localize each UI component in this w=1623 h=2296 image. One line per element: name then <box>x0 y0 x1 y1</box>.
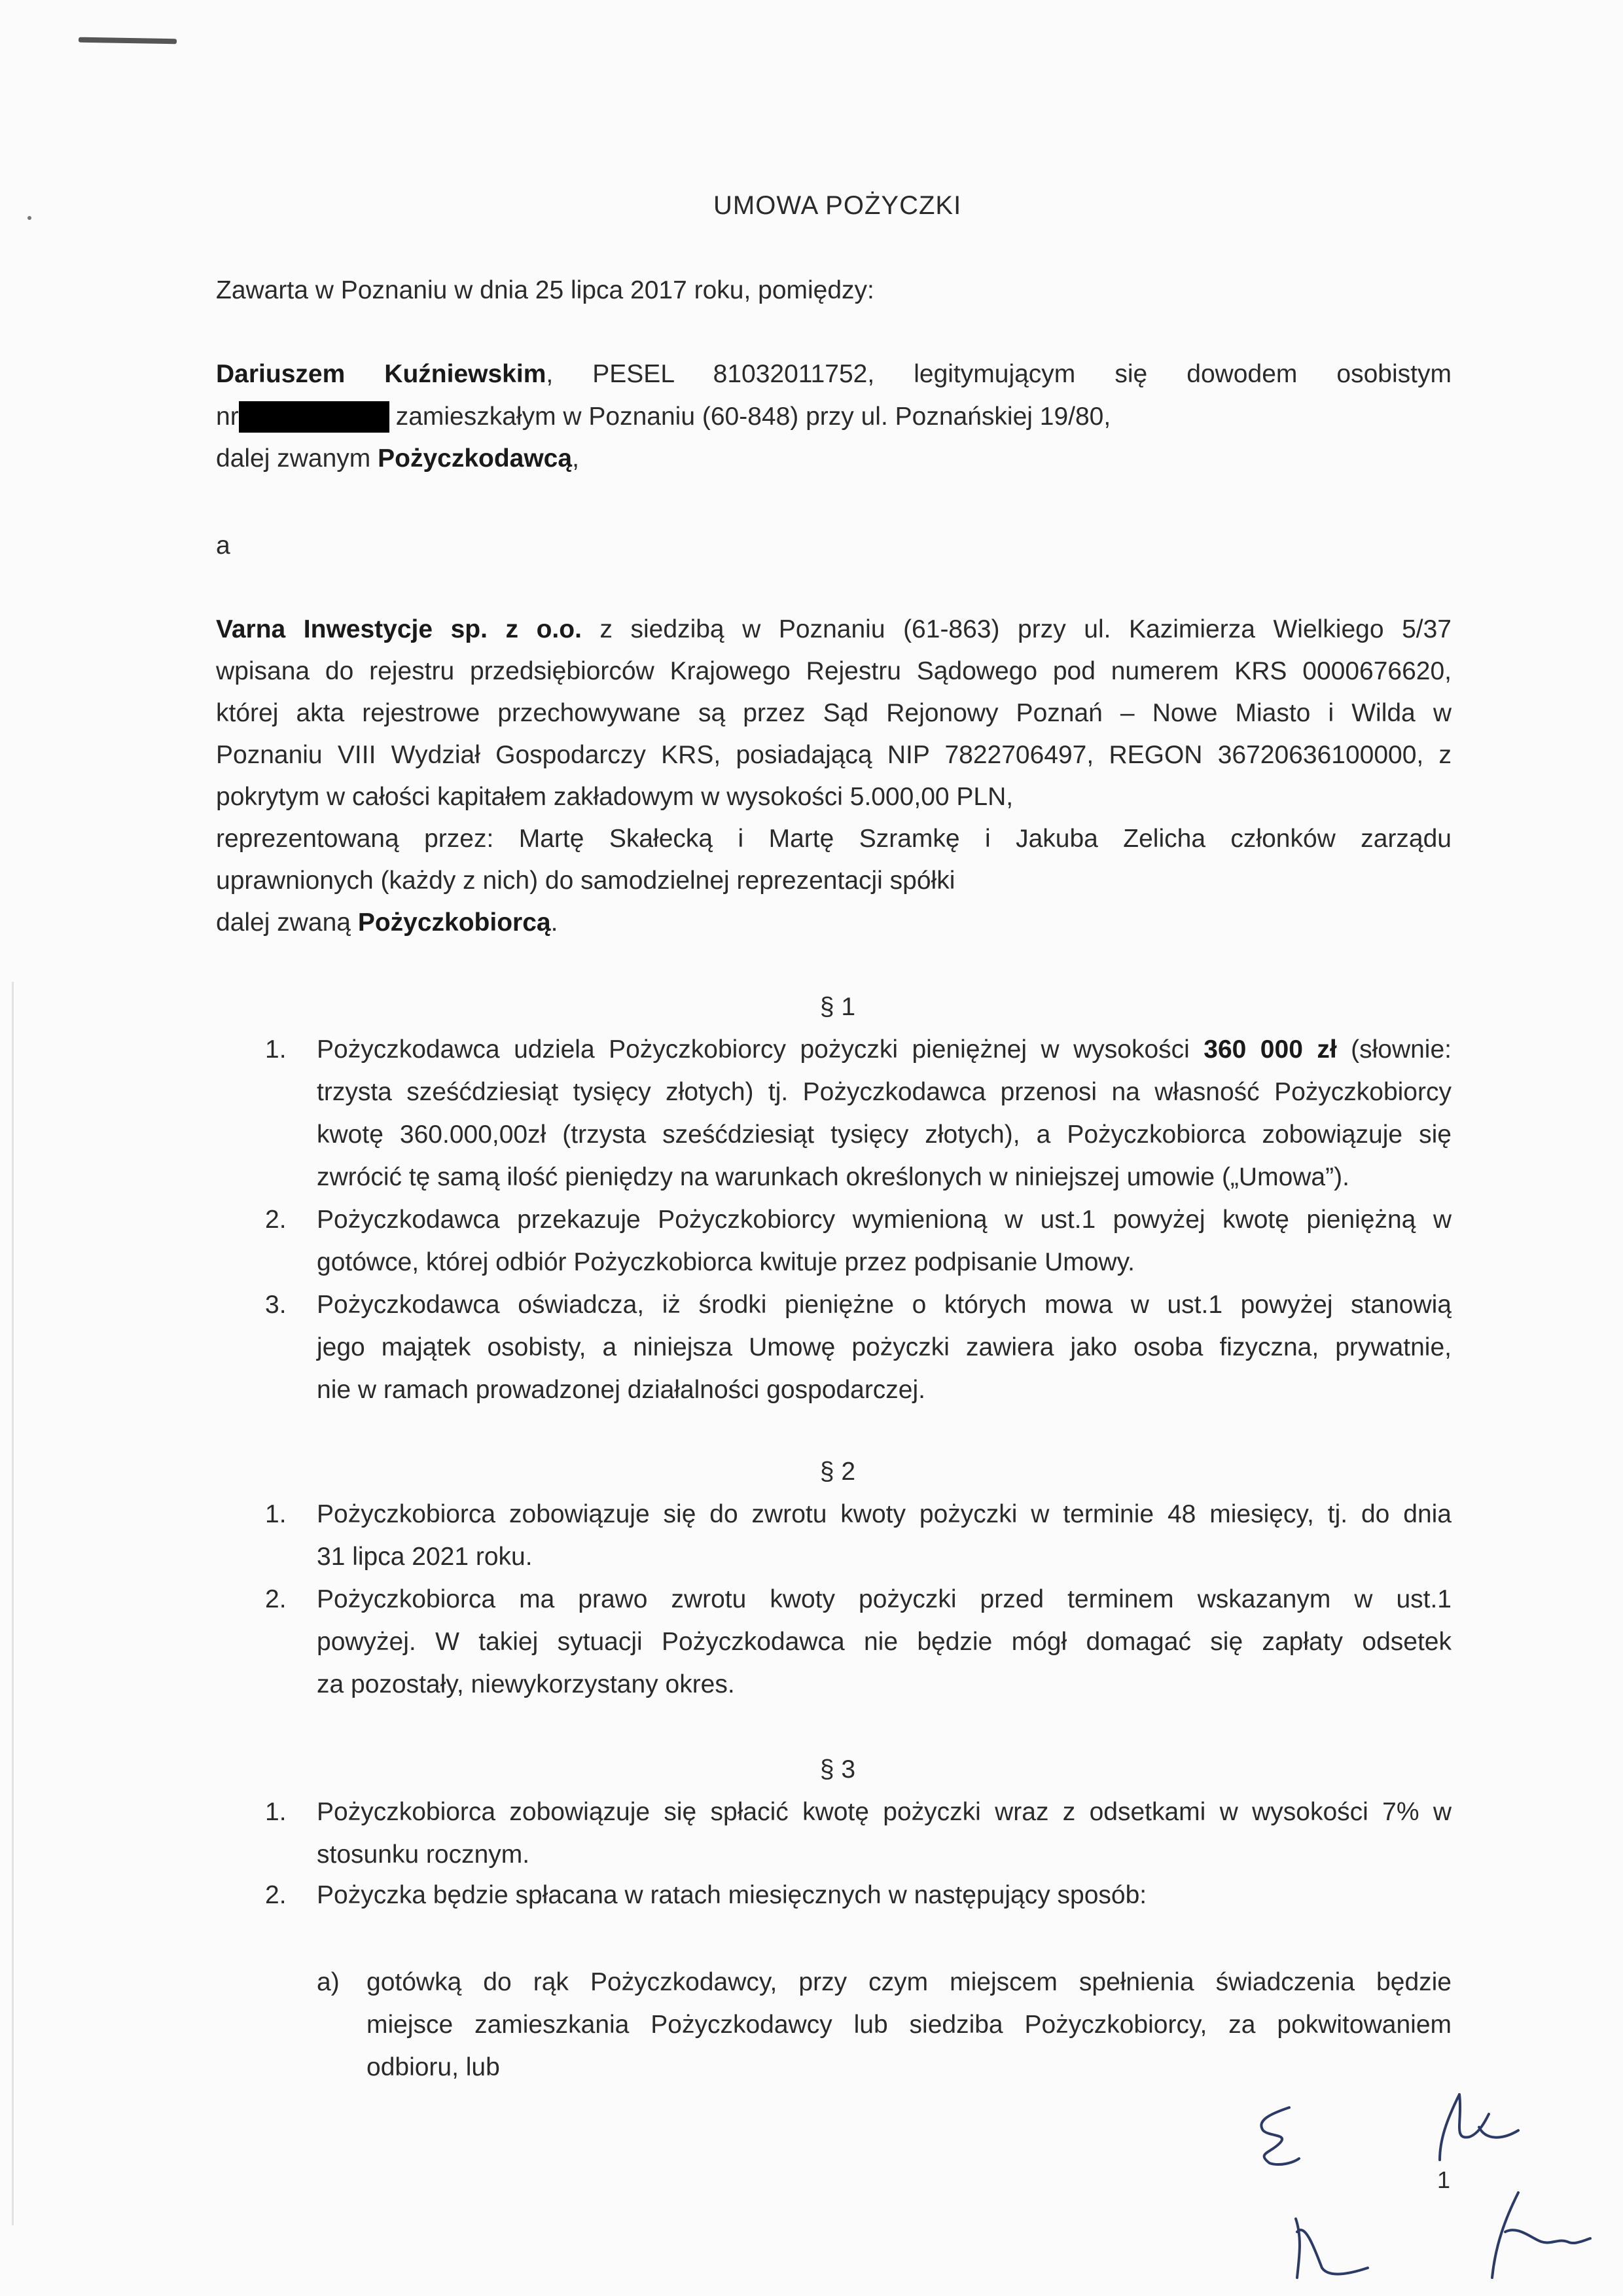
lender-line-1 <box>216 359 1452 390</box>
intro-line: Zawarta w Poznaniu w dnia 25 lipca 2017 roku, pomiędzy: <box>216 276 874 304</box>
lender-line-1-rest: , PESEL 81032011752, legitymującym się dowodem osobistym <box>546 360 1452 388</box>
borrower-line-5: pokrytym w całości kapitałem zakładowym w wysokości 5.000,00 PLN, <box>216 783 1014 811</box>
lender-role-suffix: , <box>572 444 579 473</box>
s3-item-1-line-2: stosunku rocznym. <box>317 1840 530 1869</box>
borrower-line-3: której akta rejestrowe przechowywane są przez Sąd Rejonowy Poznań – Nowe Miasto i Wilda w <box>216 699 1452 727</box>
borrower-name: Varna Inwestycje sp. z o.o. <box>216 615 582 643</box>
s2-item-2-line-3: za pozostały, niewykorzystany okres. <box>317 1670 735 1698</box>
s3-item-1-number: 1. <box>265 1798 287 1826</box>
s1-item-1-line-1 <box>317 1034 1452 1066</box>
s1-item-2-number: 2. <box>265 1206 287 1234</box>
borrower-line-1-rest: z siedzibą w Poznaniu (61-863) przy ul. Kazimierza Wielkiego 5/37 <box>581 615 1452 643</box>
s2-item-2-line-1: Pożyczkobiorca ma prawo zwrotu kwoty pożyczki przed terminem wskazanym w ust.1 <box>317 1585 1452 1613</box>
s3-item-2-line-1: Pożyczka będzie spłacana w ratach miesięcznych w następujący sposób: <box>317 1881 1147 1909</box>
s1-item-1-text: Pożyczkodawca udziela Pożyczkobiorcy pożyczki pieniężnej w wysokości <box>317 1035 1204 1064</box>
borrower-role: Pożyczkobiorcą <box>357 908 551 937</box>
borrower-line-2: wpisana do rejestru przedsiębiorców Krajowego Rejestru Sądowego pod numerem KRS 0000676620, <box>216 657 1452 685</box>
s1-item-3-line-1: Pożyczkodawca oświadcza, iż środki pieniężne o których mowa w ust.1 powyżej stanowią <box>317 1291 1452 1319</box>
lender-line-2 <box>216 401 1111 433</box>
s2-item-1-line-2: 31 lipca 2021 roku. <box>317 1543 533 1571</box>
s3-item-1-line-1: Pożyczkobiorca zobowiązuje się spłacić kwotę pożyczki wraz z odsetkami w wysokości 7% w <box>317 1798 1452 1826</box>
s2-item-1-line-1: Pożyczkobiorca zobowiązuje się do zwrotu kwoty pożyczki w terminie 48 miesięcy, tj. do dnia <box>317 1500 1452 1528</box>
borrower-line-6: reprezentowaną przez: Martę Skałecką i Martę Szramkę i Jakuba Zelicha członków zarządu <box>216 825 1452 853</box>
s2-item-1-number: 1. <box>265 1500 287 1528</box>
s3-item-a-line-2: miejsce zamieszkania Pożyczkodawcy lub siedziba Pożyczkobiorcy, za pokwitowaniem <box>366 2011 1452 2039</box>
s3-item-2-number: 2. <box>265 1881 287 1909</box>
s1-item-1-line-4: zwrócić tę samą ilość pieniędzy na warunkach określonych w niniejszej umowie („Umowa”). <box>317 1163 1349 1191</box>
s3-item-a-line-1: gotówką do rąk Pożyczkodawcy, przy czym miejscem spełnienia świadczenia będzie <box>366 1968 1452 1996</box>
s1-item-1-number: 1. <box>265 1035 287 1064</box>
scan-artifact-edge <box>12 982 14 2225</box>
lender-name: Dariuszem Kuźniewskim <box>216 360 546 388</box>
borrower-line-7: uprawnionych (każdy z nich) do samodzielnej reprezentacji spółki <box>216 867 955 895</box>
section-3-heading: § 3 <box>819 1755 856 1784</box>
document-title: UMOWA POŻYCZKI <box>713 191 962 220</box>
lender-line-3 <box>216 443 579 475</box>
borrower-role-suffix: . <box>550 908 558 937</box>
lender-role: Pożyczkodawcą <box>378 444 573 473</box>
s1-item-3-line-2: jego majątek osobisty, a niniejsza Umowę pożyczki zawiera jako osoba fizyczna, prywatnie, <box>317 1333 1452 1361</box>
borrower-line-1 <box>216 614 1452 645</box>
s1-item-1-line-2: trzysta sześćdziesiąt tysięcy złotych) tj. Pożyczkodawca przenosi na własność Pożyczkobiorcy <box>317 1078 1452 1106</box>
borrower-line-4: Poznaniu VIII Wydział Gospodarczy KRS, posiadającą NIP 7822706497, REGON 36720636100000, z <box>216 741 1452 769</box>
s1-item-1-line-3: kwotę 360.000,00zł (trzysta sześćdziesiąt tysięcy złotych), a Pożyczkobiorca zobowiązuje się <box>317 1121 1452 1149</box>
loan-amount: 360 000 zł <box>1204 1035 1337 1064</box>
lender-role-prefix: dalej zwanym <box>216 444 378 473</box>
s3-item-a-label: a) <box>317 1968 340 1996</box>
s1-item-3-line-3: nie w ramach prowadzonej działalności gospodarczej. <box>317 1376 926 1404</box>
lender-address: zamieszkałym w Poznaniu (60-848) przy ul. Poznańskiej 19/80, <box>395 403 1111 431</box>
page-number: 1 <box>1437 2166 1451 2193</box>
section-1-heading: § 1 <box>819 993 856 1021</box>
s3-item-a-line-3: odbioru, lub <box>366 2053 500 2081</box>
s2-item-2-number: 2. <box>265 1585 287 1613</box>
handwritten-initials <box>1243 2081 1597 2291</box>
s1-item-2-line-1: Pożyczkodawca przekazuje Pożyczkobiorcy wymienioną w ust.1 powyżej kwotę pieniężną w <box>317 1206 1452 1234</box>
borrower-line-8 <box>216 907 558 939</box>
s1-item-1-text-end: (słownie: <box>1336 1035 1452 1064</box>
lender-id-prefix: nr <box>216 403 239 431</box>
s1-item-2-line-2: gotówce, której odbiór Pożyczkobiorca kwituje przez podpisanie Umowy. <box>317 1248 1135 1276</box>
scan-artifact-mark <box>79 37 177 45</box>
section-2-heading: § 2 <box>819 1458 856 1486</box>
s1-item-3-number: 3. <box>265 1291 287 1319</box>
s2-item-2-line-2: powyżej. W takiej sytuacji Pożyczkodawca nie będzie mógł domagać się zapłaty odsetek <box>317 1628 1452 1656</box>
redaction-block <box>239 401 389 433</box>
scan-artifact-dot <box>27 216 31 220</box>
borrower-role-prefix: dalej zwaną <box>216 908 358 937</box>
conjunction: a <box>216 531 230 560</box>
